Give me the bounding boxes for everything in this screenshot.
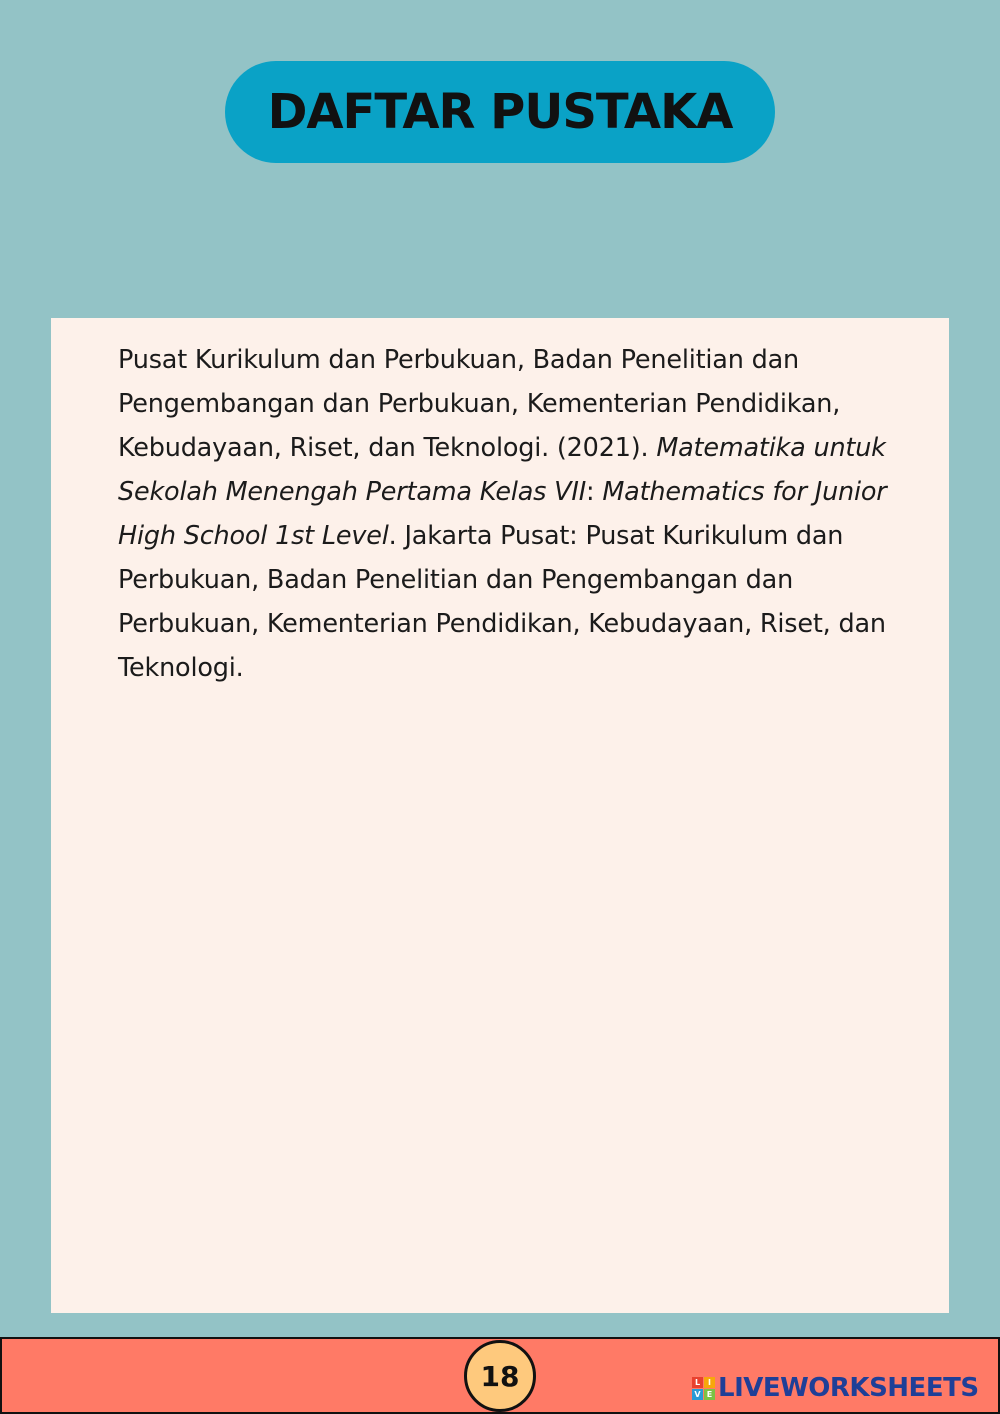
liveworksheets-logo-icon: [692, 1377, 715, 1400]
reference-authors-text: Pusat Kurikulum dan Perbukuan, Badan Penelitian dan Pengembangan dan Perbukuan, Kementerian Pendidikan, Kebudayaan, Riset, dan Teknologi. (2021).: [118, 345, 841, 463]
reference-book-title: Matematika untuk Sekolah Menengah Pertama Kelas VII: [118, 433, 886, 507]
reference-publisher-text: . Jakarta Pusat: Pusat Kurikulum dan Perbukuan, Badan Penelitian dan Pengembangan dan Perbukuan, Kementerian Pendidikan, Kebudayaan, Riset, dan Teknologi.: [118, 521, 886, 683]
page-title: DAFTAR PUSTAKA: [267, 84, 733, 140]
page-number-badge: [464, 1340, 536, 1412]
logo-letter-e: E: [704, 1389, 715, 1400]
page-number: 18: [480, 1359, 520, 1393]
reference-book-subtitle: Mathematics for Junior High School 1st Level: [118, 477, 887, 551]
liveworksheets-brand: [692, 1371, 979, 1405]
reference-title-separator: :: [586, 477, 603, 507]
logo-letter-v: V: [692, 1389, 703, 1400]
logo-letter-l: L: [692, 1377, 703, 1388]
title-banner: [225, 61, 775, 163]
brand-name: LIVEWORKSHEETS: [718, 1373, 979, 1403]
logo-letter-i: I: [704, 1377, 715, 1388]
content-panel: [51, 318, 949, 1313]
reference-entry: [118, 338, 930, 690]
